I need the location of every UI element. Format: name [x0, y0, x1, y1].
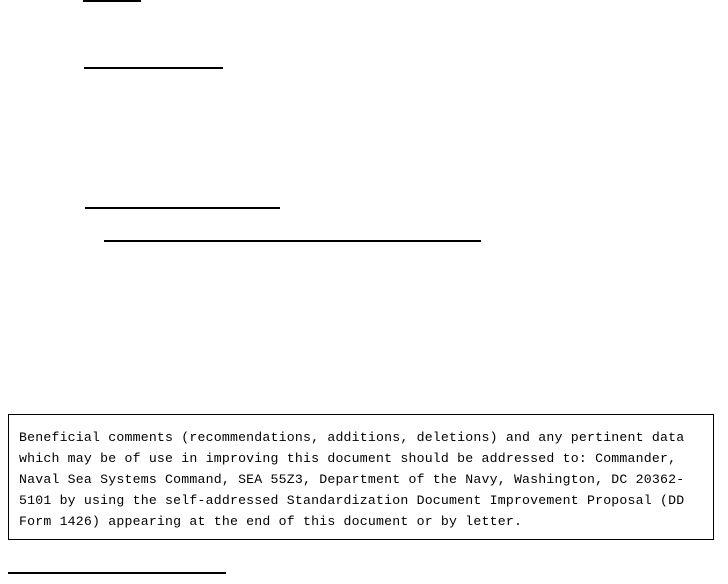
- rule-top-short: [83, 0, 141, 2]
- rule-subtitle-underline: [85, 207, 280, 209]
- rule-title-underline: [84, 67, 223, 69]
- rule-bottom-footnote: [8, 572, 226, 574]
- rule-long-underline: [104, 240, 481, 242]
- notice-text: Beneficial comments (recommendations, additions, deletions) and any pertinent data which may be of use in improving this document should be addressed to: Commander, Naval Sea Systems Command, SEA 55Z3, Department of the Navy, Washington, DC 20362-5101 by using the self-addressed Standardization Document Improvement Proposal (DD Form 1426) appearing at the end of this document or by letter.: [19, 430, 693, 529]
- beneficial-comments-notice: [8, 414, 714, 540]
